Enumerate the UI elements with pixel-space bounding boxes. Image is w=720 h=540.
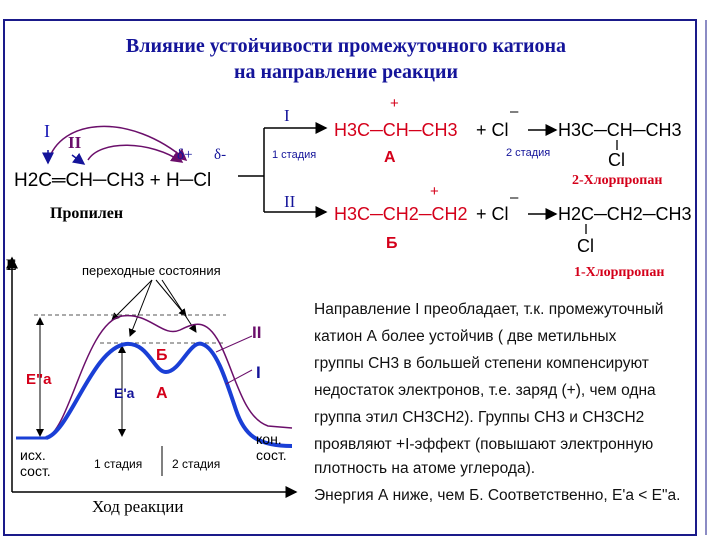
route-label-I: I xyxy=(44,121,50,141)
title-line-2: на направление реакции xyxy=(233,61,459,83)
ea-double-prime-label: E"а xyxy=(26,371,52,388)
energy-diagram xyxy=(6,257,296,516)
explanation-line-3: группы CH3 в большей степени компенсируют xyxy=(314,355,649,372)
chloride-A-charge: – xyxy=(510,103,519,120)
curve-I-label: I xyxy=(256,363,261,382)
explanation-line-1: Направление I преобладает, т.к. промежуточный xyxy=(314,301,664,318)
route-label-II: II xyxy=(68,133,82,152)
title-line-1: Влияние устойчивости промежуточного катиона xyxy=(125,35,567,57)
ts-arrow-2 xyxy=(130,280,152,336)
delta-minus: δ- xyxy=(214,147,227,163)
stage-2-label: 2 стадия xyxy=(506,147,551,159)
arrow-label-I: I xyxy=(284,106,290,125)
product-1-name: 2-Хлорпропан xyxy=(572,173,663,188)
stage-1-label: 1 стадия xyxy=(272,149,317,161)
curve-II-pointer xyxy=(216,336,252,352)
explanation-line-5: группа этил CH3CH2). Группы CH3 и CH3CH2 xyxy=(314,409,645,426)
chloride-B-charge: – xyxy=(510,189,519,206)
chloride-B: + Cl xyxy=(476,204,509,224)
arrow-to-c2 xyxy=(72,155,84,164)
cation-A-formula: H3C─CH─CH3 xyxy=(334,120,458,140)
product-2-formula: H2C─CH2─CH3 xyxy=(558,204,692,224)
start-state-line-1: исх. xyxy=(20,447,46,463)
energy-axis-label: E xyxy=(6,257,17,274)
cation-B-formula: H3C─CH2─CH2 xyxy=(334,204,468,224)
explanation-line-7: плотность на атоме углерода). xyxy=(314,460,536,477)
curved-arrow-II xyxy=(88,145,182,162)
product-2-name: 1-Хлорпропан xyxy=(574,265,665,280)
explanation-line-8: Энергия А ниже, чем Б. Соответственно, E'а < E"а. xyxy=(314,487,681,504)
cation-B-charge: + xyxy=(430,183,439,200)
explanation-line-4: недостаток электронов, т.е. заряд (+), чем одна xyxy=(314,382,656,399)
cation-A-charge: + xyxy=(390,95,399,112)
product-2-cl: Cl xyxy=(577,236,594,256)
diagram-stage-2: 2 стадия xyxy=(172,457,221,471)
ea-prime-label: E'а xyxy=(114,385,135,401)
intermediate-B-label: Б xyxy=(156,347,168,364)
chloride-A: + Cl xyxy=(476,120,509,140)
curve-II-label: II xyxy=(252,323,262,342)
product-1-formula: H3C─CH─CH3 xyxy=(558,120,682,140)
cation-A-label: А xyxy=(384,149,396,166)
explanation-line-6: проявляют +I-эффект (повышают электронную xyxy=(314,436,654,453)
ts-arrow-1 xyxy=(112,280,152,320)
intermediate-A-label: А xyxy=(156,385,168,402)
explanation-text xyxy=(314,301,680,504)
cation-B-label: Б xyxy=(386,235,398,252)
arrow-label-II: II xyxy=(284,192,296,211)
end-state-line-1: кон. xyxy=(256,431,282,447)
explanation-line-2: катион А более устойчив ( две метильных xyxy=(314,328,617,345)
start-state-line-2: сост. xyxy=(20,463,51,479)
reactant-formula: H2C═CH─CH3 + H─Cl xyxy=(14,170,212,191)
diagram-stage-1: 1 стадия xyxy=(94,457,143,471)
end-state-line-2: сост. xyxy=(256,447,287,463)
progress-axis-label: Ход реакции xyxy=(92,497,184,516)
ts-arrow-4 xyxy=(162,280,196,332)
product-1-cl: Cl xyxy=(608,150,625,170)
reaction-scheme xyxy=(14,95,692,280)
delta-plus: δ+ xyxy=(177,147,193,163)
transition-states-label: переходные состояния xyxy=(82,263,221,278)
reactant-name: Пропилен xyxy=(50,205,124,222)
curve-I-pointer xyxy=(226,370,252,384)
